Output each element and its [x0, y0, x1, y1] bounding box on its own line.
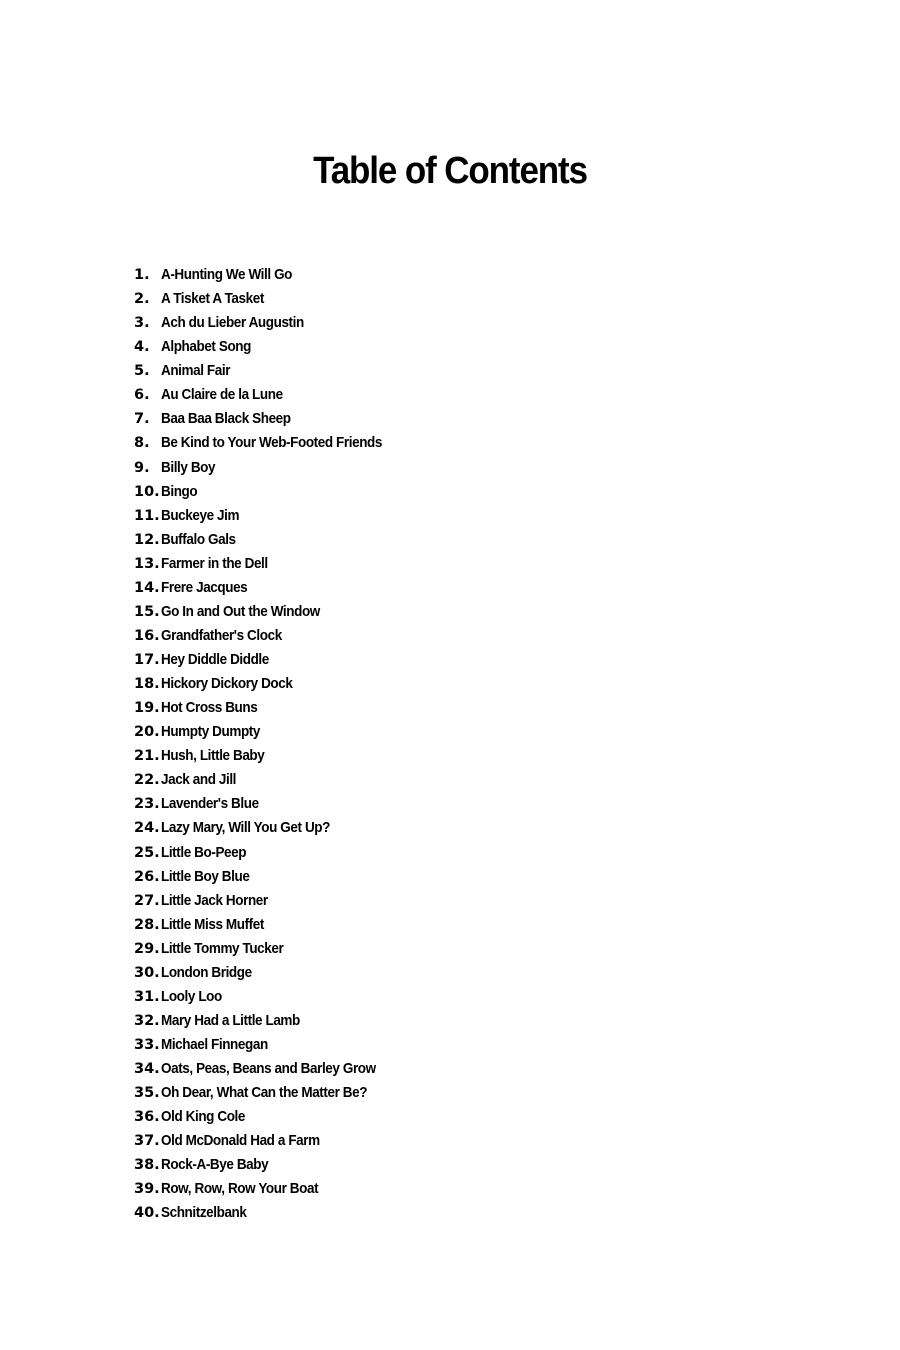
toc-entry-number: 39.	[134, 1181, 160, 1198]
toc-entry-number: 6.	[134, 387, 150, 404]
toc-entry[interactable]	[134, 1033, 407, 1057]
toc-entry-title: Farmer in the Dell	[161, 554, 268, 572]
toc-entry[interactable]	[134, 407, 407, 431]
toc-entry-number: 3.	[134, 315, 150, 332]
toc-entry-title: Animal Fair	[161, 362, 231, 380]
toc-entry-title: Oats, Peas, Beans and Barley Grow	[161, 1060, 376, 1078]
toc-entry[interactable]	[134, 768, 407, 792]
toc-entry[interactable]	[134, 937, 407, 961]
toc-entry[interactable]	[134, 865, 407, 889]
toc-entry-number: 19.	[134, 700, 160, 717]
toc-entry-number: 1.	[134, 267, 150, 283]
toc-entry[interactable]	[134, 504, 407, 528]
toc-entry-number: 20.	[134, 724, 160, 741]
toc-entry[interactable]	[134, 1081, 407, 1105]
toc-entry-number: 22.	[134, 772, 160, 789]
toc-entry-title: Frere Jacques	[161, 578, 248, 596]
toc-entry-title: Michael Finnegan	[161, 1036, 268, 1053]
toc-entry[interactable]	[134, 744, 407, 768]
toc-entry-title: Hush, Little Baby	[161, 747, 265, 765]
toc-entry-number: 40.	[134, 1205, 160, 1222]
toc-entry[interactable]	[134, 672, 407, 696]
toc-entry[interactable]	[134, 576, 407, 600]
toc-entry-title: Buffalo Gals	[161, 530, 236, 548]
toc-entry-title: Bingo	[161, 482, 198, 500]
toc-entry[interactable]	[134, 311, 407, 335]
toc-entry[interactable]	[134, 1153, 407, 1177]
toc-entry-title: Baa Baa Black Sheep	[161, 410, 291, 428]
toc-entry[interactable]	[134, 480, 407, 504]
toc-entry-title: Old King Cole	[161, 1108, 245, 1126]
toc-entry-number: 28.	[134, 916, 160, 933]
toc-entry-number: 8.	[134, 435, 150, 452]
toc-entry-title: Lavender's Blue	[161, 795, 259, 813]
toc-entry-title: Billy Boy	[161, 458, 216, 476]
toc-entry[interactable]	[134, 287, 407, 311]
toc-entry-number: 2.	[134, 291, 150, 308]
toc-entry[interactable]	[134, 383, 407, 407]
toc-entry-title: Jack and Jill	[161, 771, 237, 789]
toc-entry[interactable]	[134, 1129, 407, 1153]
toc-entry-number: 11.	[134, 507, 160, 524]
toc-entry-number: 34.	[134, 1061, 160, 1078]
toc-entry[interactable]	[134, 263, 407, 287]
toc-entry[interactable]	[134, 961, 407, 985]
toc-entry[interactable]	[134, 841, 407, 865]
toc-entry-title: Humpty Dumpty	[161, 723, 260, 741]
toc-entry-number: 23.	[134, 796, 160, 813]
toc-entry[interactable]	[134, 1009, 407, 1033]
toc-entry-number: 5.	[134, 363, 150, 380]
toc-entry[interactable]	[134, 335, 407, 359]
toc-entry-title: Row, Row, Row Your Boat	[161, 1180, 319, 1198]
toc-entry-title: Little Tommy Tucker	[161, 939, 284, 957]
toc-entry[interactable]	[134, 792, 407, 816]
toc-entry-number: 38.	[134, 1157, 160, 1174]
toc-entry-title: Little Boy Blue	[161, 867, 250, 885]
toc-entry[interactable]	[134, 456, 407, 480]
toc-entry-number: 31.	[134, 988, 160, 1005]
toc-entry-number: 25.	[134, 844, 160, 861]
toc-entry-title: A-Hunting We Will Go	[161, 266, 293, 283]
toc-entry-title: London Bridge	[161, 963, 252, 981]
toc-entry[interactable]	[134, 600, 407, 624]
toc-entry-title: Old McDonald Had a Farm	[161, 1132, 320, 1150]
toc-entry[interactable]	[134, 696, 407, 720]
toc-entry[interactable]	[134, 720, 407, 744]
toc-entry-number: 24.	[134, 820, 160, 837]
toc-entry[interactable]	[134, 1177, 407, 1201]
toc-entry-title: Looly Loo	[161, 987, 222, 1005]
page-title: Table of Contents	[313, 150, 587, 192]
toc-entry-title: Buckeye Jim	[161, 506, 240, 524]
toc-entry-title: Grandfather's Clock	[161, 626, 282, 644]
toc-entry[interactable]	[134, 431, 407, 455]
toc-entry-number: 29.	[134, 940, 160, 957]
toc-entry-title: Hickory Dickory Dock	[161, 675, 293, 693]
toc-entry[interactable]	[134, 913, 407, 937]
toc-entry-number: 21.	[134, 748, 160, 765]
toc-entry-number: 17.	[134, 652, 160, 668]
toc-entry-number: 15.	[134, 603, 160, 620]
toc-entry-number: 26.	[134, 868, 160, 885]
toc-entry-title: Mary Had a Little Lamb	[161, 1011, 300, 1029]
toc-entry[interactable]	[134, 359, 407, 383]
toc-entry-number: 37.	[134, 1133, 160, 1150]
toc-entry-number: 7.	[134, 411, 150, 428]
toc-entry[interactable]	[134, 816, 407, 840]
toc-entry-number: 14.	[134, 579, 160, 596]
toc-entry-title: Be Kind to Your Web-Footed Friends	[161, 434, 382, 452]
toc-entry-title: Oh Dear, What Can the Matter Be?	[161, 1084, 368, 1102]
toc-entry-number: 9.	[134, 459, 150, 476]
toc-entry[interactable]	[134, 889, 407, 913]
toc-entry-number: 36.	[134, 1109, 160, 1126]
toc-entry[interactable]	[134, 624, 407, 648]
toc-entry-title: Alphabet Song	[161, 338, 251, 356]
toc-entry-title: A Tisket A Tasket	[161, 290, 264, 308]
toc-entry-title: Rock-A-Bye Baby	[161, 1156, 269, 1174]
toc-entry-number: 35.	[134, 1085, 160, 1102]
toc-entry[interactable]	[134, 528, 407, 552]
toc-entry-title: Ach du Lieber Augustin	[161, 314, 304, 332]
toc-entry-title: Au Claire de la Lune	[161, 386, 283, 404]
toc-entry-number: 4.	[134, 339, 150, 356]
toc-entry-title: Hot Cross Buns	[161, 699, 258, 717]
toc-entry-number: 13.	[134, 555, 160, 572]
toc-entry-number: 10.	[134, 483, 160, 500]
toc-entry-number: 12.	[134, 531, 160, 548]
toc-entry[interactable]	[134, 1201, 407, 1225]
toc-list	[134, 263, 407, 1226]
toc-entry[interactable]	[134, 1105, 407, 1129]
toc-entry-title: Lazy Mary, Will You Get Up?	[161, 819, 330, 837]
toc-entry-number: 33.	[134, 1037, 160, 1053]
toc-entry-title: Go In and Out the Window	[161, 602, 320, 620]
toc-entry[interactable]	[134, 552, 407, 576]
toc-entry-title: Little Jack Horner	[161, 891, 268, 909]
toc-entry-number: 32.	[134, 1012, 160, 1029]
toc-entry-title: Hey Diddle Diddle	[161, 651, 269, 668]
toc-entry[interactable]	[134, 648, 407, 672]
toc-entry-number: 30.	[134, 964, 160, 981]
toc-entry-title: Little Miss Muffet	[161, 915, 264, 933]
toc-entry[interactable]	[134, 985, 407, 1009]
toc-entry-title: Little Bo-Peep	[161, 843, 247, 861]
toc-entry[interactable]	[134, 1057, 407, 1081]
toc-entry-title: Schnitzelbank	[161, 1204, 247, 1222]
toc-entry-number: 27.	[134, 892, 160, 909]
toc-entry-number: 16.	[134, 627, 160, 644]
toc-entry-number: 18.	[134, 676, 160, 693]
